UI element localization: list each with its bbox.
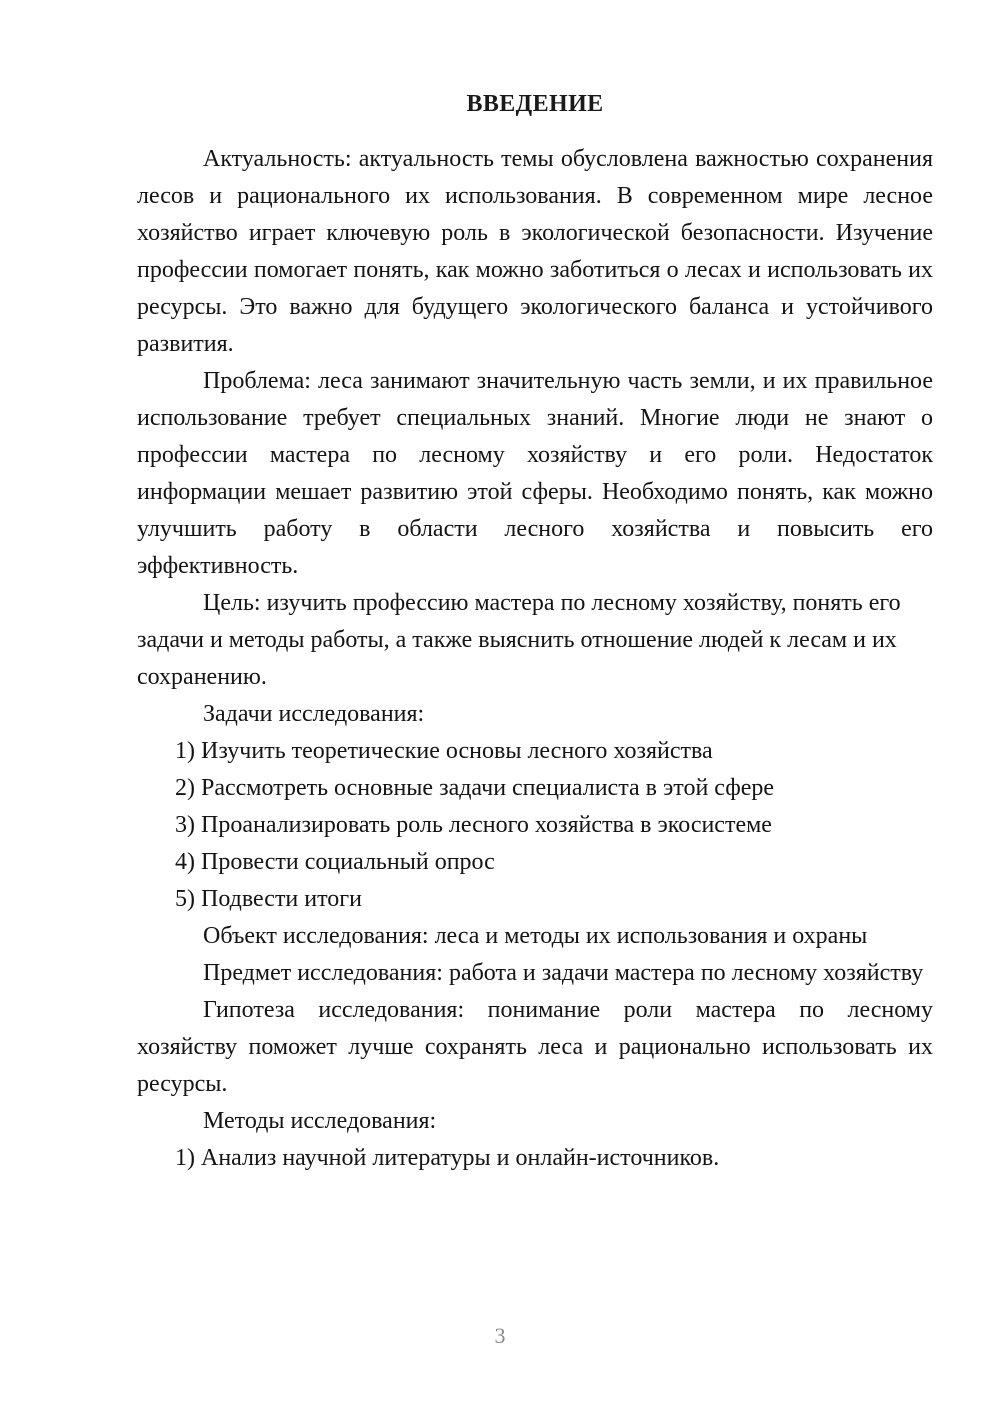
- paragraph-object: Объект исследования: леса и методы их использования и охраны: [203, 923, 868, 949]
- heading-tasks: Задачи исследования:: [203, 701, 425, 727]
- list-item: 5) Подвести итоги: [175, 886, 362, 912]
- list-item: 1) Изучить теоретические основы лесного хозяйства: [175, 738, 713, 764]
- list-item: 1) Анализ научной литературы и онлайн-источников.: [175, 1145, 720, 1171]
- paragraph-problem: Проблема: леса занимают значительную часть земли, и их правильное использование требует специальных знаний. Многие люди не знают о профессии мастера по лесному хозяйству и его роли. Недостаток информации мешает развитию этой сферы. Необходимо понять, как можно улучшить работу в области лесного хозяйства и повысить его эффективность.: [137, 368, 933, 579]
- heading-methods: Методы исследования:: [203, 1108, 437, 1134]
- list-item: 2) Рассмотреть основные задачи специалиста в этой сфере: [175, 775, 775, 801]
- page-number: 3: [494, 1323, 506, 1348]
- paragraph-goal: Цель: изучить профессию мастера по лесному хозяйству, понять его задачи и методы работы, а также выяснить отношение людей к лесам и их сохранению.: [137, 590, 901, 690]
- list-item: 3) Проанализировать роль лесного хозяйства в экосистеме: [175, 812, 772, 838]
- paragraph-subject: Предмет исследования: работа и задачи мастера по лесному хозяйству: [203, 960, 924, 986]
- paragraph-hypothesis: Гипотеза исследования: понимание роли мастера по лесному хозяйству поможет лучше сохранять леса и рационально использовать их ресурсы.: [137, 997, 933, 1097]
- document-body: [137, 86, 933, 1177]
- page-title: ВВЕДЕНИЕ: [466, 91, 604, 117]
- list-item: 4) Провести социальный опрос: [175, 849, 495, 875]
- paragraph-relevance: Актуальность: актуальность темы обусловлена важностью сохранения лесов и рационального их использования. В современном мире лесное хозяйство играет ключевую роль в экологической безопасности. Изучение профессии помогает понять, как можно заботиться о лесах и использовать их ресурсы. Это важно для будущего экологического баланса и устойчивого развития.: [137, 146, 933, 357]
